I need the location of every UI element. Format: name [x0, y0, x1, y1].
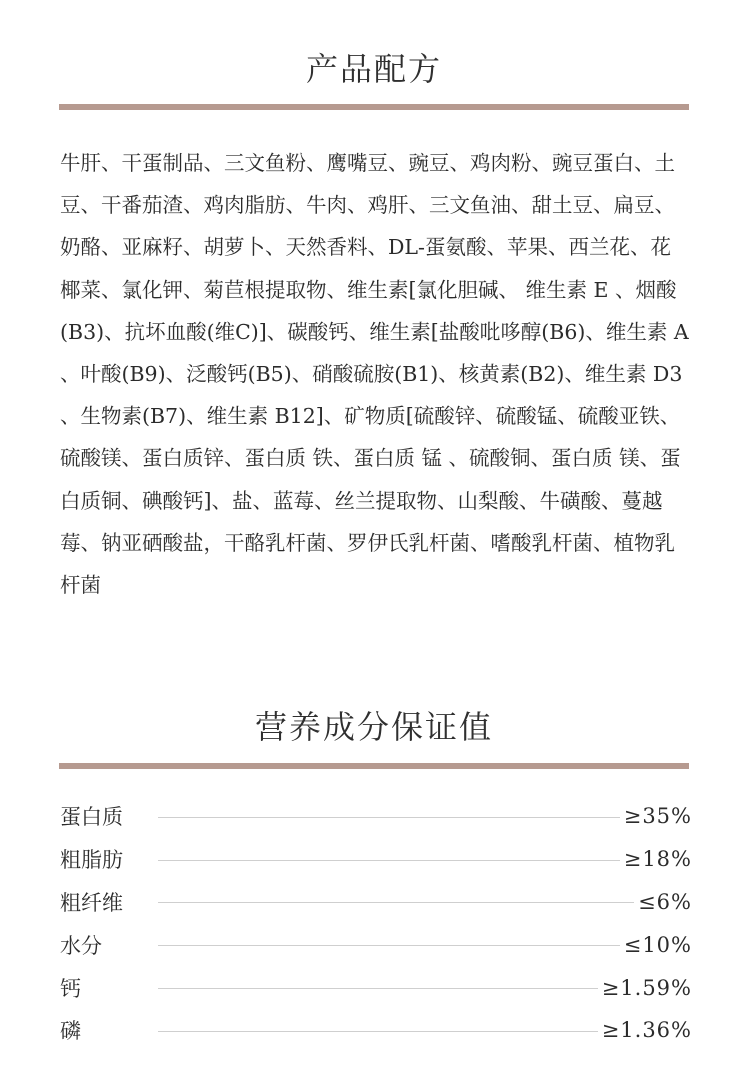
- ingredients-list: 牛肝、干蛋制品、三文鱼粉、鹰嘴豆、豌豆、鸡肉粉、豌豆蛋白、土豆、干番茄渣、鸡肉脂肪、牛肉、鸡肝、三文鱼油、甜土豆、扁豆、奶酪、亚麻籽、胡萝卜、天然香料、DL-蛋氨酸、苹果、西兰花、花椰菜、氯化钾、菊苣根提取物、维生素[氯化胆碱、 维生素 E 、烟酸(B3)、抗坏血酸(维C)]、碳酸钙、维生素[盐酸吡哆醇(B6)、维生素 A 、叶酸(B9)、泛酸钙(B5)、硝酸硫胺(B1)、核黄素(B2)、维生素 D3 、生物素(B7)、维生素 B12]、矿物质[硫酸锌、硫酸锰、硫酸亚铁、硫酸镁、蛋白质锌、蛋白质 铁、蛋白质 锰 、硫酸铜、蛋白质 镁、蛋白质铜、碘酸钙]、盐、蓝莓、丝兰提取物、山梨酸、牛磺酸、蔓越莓、钠亚硒酸盐，干酪乳杆菌、罗伊氏乳杆菌、嗜酸乳杆菌、植物乳杆菌: [60, 151, 689, 598]
- leader-line: [158, 945, 620, 946]
- nutrition-table: [60, 795, 692, 1052]
- leader-line: [158, 1031, 598, 1032]
- nutrition-row-protein: [60, 795, 692, 838]
- nutrition-divider: [59, 763, 689, 769]
- nutrition-row-calcium: [60, 966, 692, 1009]
- nutrient-name: 蛋白质: [60, 805, 123, 830]
- leader-line: [158, 860, 620, 861]
- nutrient-value: ≥35%: [623, 804, 692, 829]
- nutrient-value: ≥1.59%: [601, 975, 692, 1000]
- nutrition-row-moisture: [60, 923, 692, 966]
- leader-line: [158, 817, 620, 818]
- nutrient-name: 粗脂肪: [60, 848, 123, 873]
- nutrition-title: 营养成分保证值: [254, 708, 493, 746]
- nutrition-row-crude-fiber: [60, 881, 692, 924]
- nutrient-value: ≥1.36%: [601, 1018, 692, 1043]
- nutrition-row-crude-fat: [60, 838, 692, 881]
- nutrient-name: 磷: [60, 1019, 81, 1044]
- leader-line: [158, 902, 634, 903]
- nutrient-name: 水分: [60, 933, 102, 958]
- leader-line: [158, 988, 598, 989]
- formula-divider: [59, 104, 689, 110]
- nutrient-name: 钙: [60, 976, 81, 1001]
- nutrient-value: ≥18%: [623, 847, 692, 872]
- nutrient-value: ≤10%: [623, 932, 692, 957]
- formula-title: 产品配方: [305, 50, 442, 88]
- nutrient-value: ≤6%: [638, 889, 692, 914]
- nutrition-row-phosphorus: [60, 1009, 692, 1052]
- nutrient-name: 粗纤维: [60, 890, 123, 915]
